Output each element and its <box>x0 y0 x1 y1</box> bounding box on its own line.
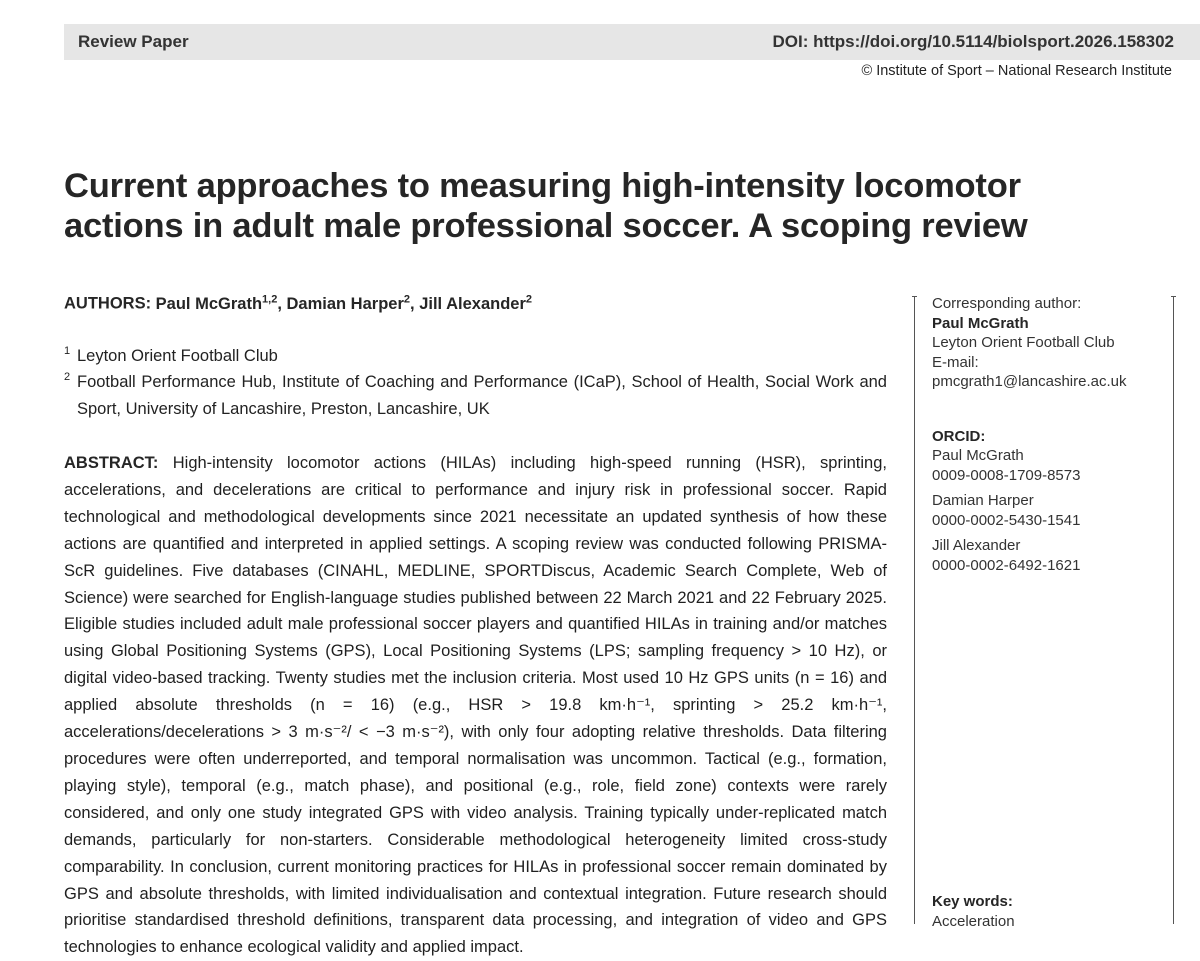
email-label: E-mail: <box>932 353 979 371</box>
keyword-item: Acceleration <box>932 912 1015 930</box>
author-separator: , <box>410 294 420 313</box>
author-affiliation-marker: 2 <box>403 293 411 305</box>
orcid-id[interactable]: 0000-0002-6492-1621 <box>932 556 1081 574</box>
copyright-notice: © Institute of Sport – National Research Institute <box>861 63 1172 79</box>
authors-line <box>64 288 887 315</box>
authors-label: AUTHORS: <box>64 294 152 313</box>
article-type-label: Review Paper <box>78 32 189 51</box>
affiliation-item <box>64 343 887 370</box>
abstract <box>64 450 887 961</box>
author-name: Paul McGrath <box>155 294 263 313</box>
author-name: Jill Alexander <box>419 294 526 313</box>
doi-link[interactable]: DOI: https://doi.org/10.5114/biolsport.2026.158302 <box>772 32 1174 51</box>
author-separator: , <box>277 294 287 313</box>
author-affiliation-marker: 2 <box>525 293 532 305</box>
corresponding-label: Corresponding author: <box>932 295 1082 312</box>
main-column <box>64 288 887 961</box>
author-list <box>156 295 532 313</box>
orcid-author-name: Paul McGrath <box>932 447 1024 464</box>
orcid-id[interactable]: 0009-0008-1709-8573 <box>932 466 1081 484</box>
keywords-label: Key words: <box>932 893 1013 910</box>
email-link[interactable]: pmcgrath1@lancashire.ac.uk <box>932 373 1127 390</box>
affiliations <box>64 343 887 423</box>
keywords-block <box>932 892 1015 931</box>
author-name: Damian Harper <box>286 294 404 313</box>
orcid-label: ORCID: <box>932 427 986 445</box>
paper-title: Current approaches to measuring high-intensity locomotor actions in adult male professional soccer. A scoping review <box>64 167 1028 245</box>
orcid-author-name: Jill Alexander <box>932 537 1021 554</box>
orcid-id[interactable]: 0000-0002-5430-1541 <box>932 511 1081 529</box>
affiliation-text: Leyton Orient Football Club <box>77 346 278 365</box>
corresponding-name: Paul McGrath <box>932 314 1029 332</box>
orcid-author-name: Damian Harper <box>932 492 1034 509</box>
orcid-block <box>932 427 1172 576</box>
sidebar-content <box>932 294 1172 575</box>
author-affiliation-marker: 1,2 <box>262 293 278 305</box>
abstract-label: ABSTRACT: <box>64 454 159 472</box>
affiliation-item <box>64 369 887 422</box>
affiliation-text: Football Performance Hub, Institute of Coaching and Performance (ICaP), School of Health, Social Work and Sport, University of Lancashire, Preston, Lancashire, UK <box>77 373 887 418</box>
affiliation-number: 1 <box>64 344 71 357</box>
abstract-text: High-intensity locomotor actions (HILAs) including high-speed running (HSR), sprinting, accelerations, and decelerations are critical to performance and injury risk in professional soccer. Rapid technological and methodological developments since 2021 necessitate an updated synthesis of how these actions are quantified and interpreted in applied settings. A scoping review was conducted following PRISMA-ScR guidelines. Five databases (CINAHL, MEDLINE, SPORTDiscus, Academic Search Complete, Web of Science) were searched for English-language studies published between 22 March 2021 and 22 February 2025. Eligible studies included adult male professional soccer players and quantified HILAs in training and/or matches using Global Positioning Systems (GPS), Local Positioning Systems (LPS; sampling frequency > 10 Hz), or digital video-based tracking. Twenty studies met the inclusion criteria. Most used 10 Hz GPS units (n = 16) and applied absolute thresholds (n = 16) (e.g., HSR > 19.8 km·h⁻¹, sprinting > 25.2 km·h⁻¹, accelerations/decelerations > 3 m·s⁻²/ < −3 m·s⁻²), with only four adopting relative thresholds. Data filtering procedures were often underreported, and temporal normalisation was uncommon. Tactical (e.g., formation, playing style), temporal (e.g., match phase), and positional (e.g., role, field zone) contexts were rarely considered, and only one study integrated GPS with video analysis. Training typically under-replicated match demands, particularly for non-starters. Considerable methodological heterogeneity limited cross-study comparability. In conclusion, current monitoring practices for HILAs in professional soccer remain dominated by GPS and absolute thresholds, with limited individualisation and contextual integration. Future research should prioritise standardised threshold definitions, transparent data processing, and integration of video and GPS technologies to enhance ecological validity and applied impact. <box>64 454 887 957</box>
corresponding-affiliation: Leyton Orient Football Club <box>932 334 1115 351</box>
affiliation-number: 2 <box>64 371 71 383</box>
sidebar <box>914 295 1174 930</box>
header-bar <box>64 24 1200 60</box>
